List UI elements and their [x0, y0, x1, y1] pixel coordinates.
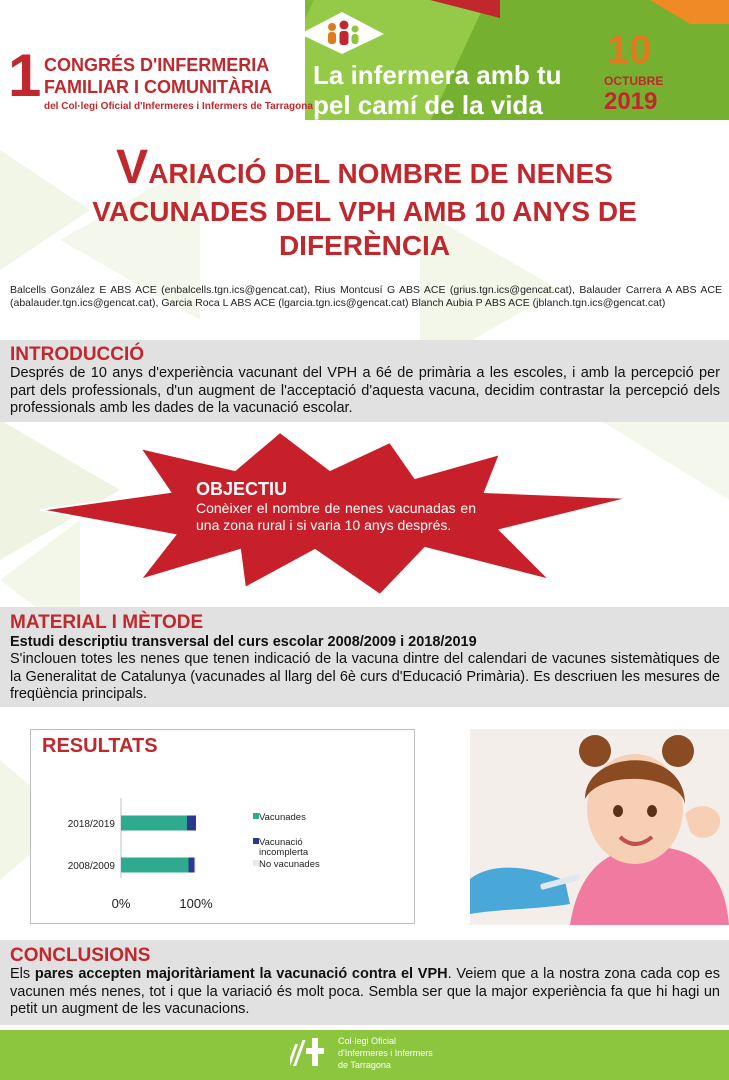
introduction-heading: INTRODUCCIÓ — [10, 344, 145, 365]
conclusions-text-bold: pares accepten majoritàriament la vacunació contra el VPH — [34, 966, 448, 982]
legend-label: No vacunades — [259, 859, 320, 870]
bar-2008-2009-series-1 — [189, 858, 195, 873]
legend-label: Vacunades — [259, 812, 306, 823]
poster-title-line3: DIFERÈNCIA — [278, 230, 451, 261]
objective-heading: OBJECTIU — [196, 479, 288, 499]
poster-title-line2: VACUNADES DEL VPH AMB 10 ANYS DE — [92, 196, 637, 227]
footer-line3: de Tarragona — [338, 1060, 391, 1070]
congress-name-line2: FAMILIAR I COMUNITÀRIA — [44, 77, 272, 97]
methods-text: S'inclouen totes les nenes que tenen indicació de la vacuna dintre del calendari de vacunes sistemàtiques de la Generalitat de Catalunya (vacunades al llarg del 6è curs d'Educació Primària). Es descriuen les mesures de freqüència principals. — [10, 651, 720, 702]
poster-title-line1 — [0, 140, 729, 195]
bar-2018-2019-series-0 — [121, 816, 187, 831]
conclusions-text-end: . Veiem que a la nostra zona cada cop es vacunen més nenes, tot i que la variació és molt poca. Sembla ser que la major experiència fa que hi hagi un petit un augment de les vacunacions. — [10, 966, 721, 1017]
title-initial: V — [116, 141, 149, 194]
event-date-day: 10 — [607, 28, 652, 72]
objective-text: Conèixer el nombre de nenes vacunadas en una zona rural i si varia 10 anys després. — [196, 500, 476, 533]
results-heading: RESULTATS — [42, 735, 158, 757]
family-people-icon — [298, 10, 386, 56]
introduction-text: Després de 10 anys d'experiència vacunant del VPH a 6é de primària a les escoles, i amb la percepció per part dels professionals, d'un augment de l'acceptació d'aquesta vacuna, decidim contrastar la percepció dels professionals amb les dades de la vacunació escolar. — [10, 365, 720, 416]
slogan-line2: pel camí de la vida — [313, 90, 543, 120]
x-tick-label: 0% — [111, 896, 131, 911]
title-line1-text: ARIACIÓ DEL NOMBRE DE NENES — [148, 158, 613, 189]
footer-line2: d'Infermeres i Infermers — [338, 1048, 433, 1058]
legend-label: Vacunació — [259, 837, 303, 848]
congress-number: 1 — [8, 42, 42, 109]
slogan-line1: La infermera amb tu — [313, 60, 562, 90]
college-logo-icon — [290, 1036, 326, 1070]
conclusions-heading: CONCLUSIONS — [10, 945, 151, 966]
category-label: 2008/2009 — [67, 861, 115, 872]
conclusions-text-start: Els — [10, 966, 35, 982]
conclusions-text — [10, 966, 720, 1019]
vaccination-photo — [470, 729, 729, 925]
event-date-month: OCTUBRE — [604, 74, 664, 88]
bar-2008-2009-series-0 — [121, 858, 189, 873]
flag-ribbon-orange — [650, 0, 729, 24]
flag-ribbon-red — [430, 0, 500, 18]
footer-line1: Col·legi Oficial — [338, 1036, 397, 1046]
methods-heading: MATERIAL I MÈTODE — [10, 612, 204, 633]
x-tick-label: 100% — [179, 896, 213, 911]
authors-list: Balcells González E ABS ACE (enbalcells.tgn.ics@gencat.cat), Rius Montcusí G ABS ACE (grius.tgn.ics@gencat.cat), Balauder Carrera A ABS ACE (abalauder.tgn.ics@gencat.cat), Garcia Roca L ABS ACE (lgarcia.tgn.ics@gencat.cat) Blanch Aubia P ABS ACE (jblanch.tgn.ics@gencat.cat) — [10, 284, 722, 309]
legend-label: incomplerta — [259, 847, 309, 858]
bar-2008-2009-series-2 — [195, 858, 197, 873]
methods-subheading: Estudi descriptiu transversal del curs escolar 2008/2009 i 2018/2019 — [10, 634, 477, 650]
category-label: 2018/2019 — [67, 819, 115, 830]
congress-name-line1: CONGRÉS D'INFERMERIA — [44, 55, 270, 75]
bar-2018-2019-series-1 — [187, 816, 196, 831]
congress-organizer: del Col·legi Oficial d'Infermeres i Infermers de Tarragona — [44, 101, 313, 112]
event-date-year: 2019 — [604, 88, 658, 115]
results-chart — [31, 765, 413, 920]
